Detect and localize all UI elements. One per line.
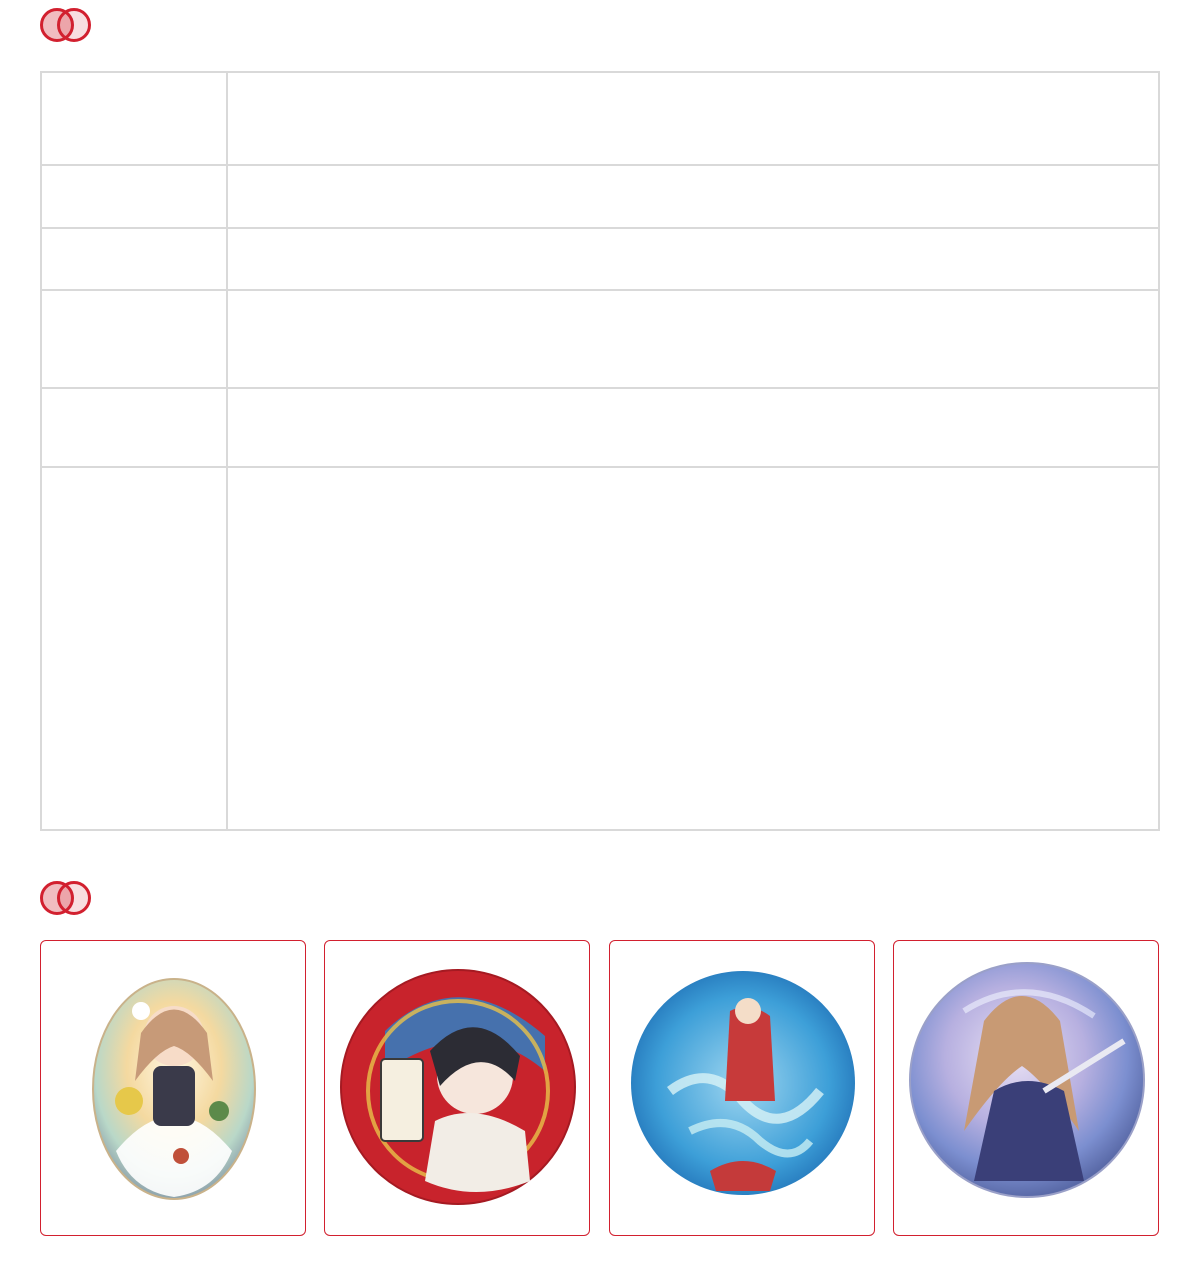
table-row [41, 388, 1159, 467]
table-row [41, 228, 1159, 290]
section-title-product-specification [40, 4, 108, 48]
spec-label [41, 72, 227, 165]
spec-label [41, 228, 227, 290]
holographic-badge-image [894, 941, 1159, 1236]
section-title-product-real-shot [40, 877, 108, 921]
spec-value [227, 165, 1159, 228]
table-row [41, 72, 1159, 165]
spec-value [227, 228, 1159, 290]
spec-value [227, 72, 1159, 165]
spec-value-file-requirements [227, 467, 1159, 830]
oval-badge-image [41, 941, 306, 1236]
spec-value [227, 290, 1159, 388]
table-row [41, 467, 1159, 830]
product-shot-gallery [40, 940, 1160, 1236]
double-circle-icon [40, 8, 92, 44]
product-shot-red-badge[interactable] [324, 940, 590, 1236]
product-shot-oval-badge[interactable] [40, 940, 306, 1236]
product-shot-holographic-badge[interactable] [893, 940, 1159, 1236]
red-badge-image [325, 941, 590, 1236]
spec-label [41, 165, 227, 228]
spec-label [41, 467, 227, 830]
specification-table [40, 71, 1160, 831]
product-shot-blue-badge[interactable] [609, 940, 875, 1236]
spec-label [41, 388, 227, 467]
table-row [41, 290, 1159, 388]
double-circle-icon [40, 881, 92, 917]
blue-badge-image [610, 941, 875, 1236]
spec-value [227, 388, 1159, 467]
table-row [41, 165, 1159, 228]
spec-label [41, 290, 227, 388]
